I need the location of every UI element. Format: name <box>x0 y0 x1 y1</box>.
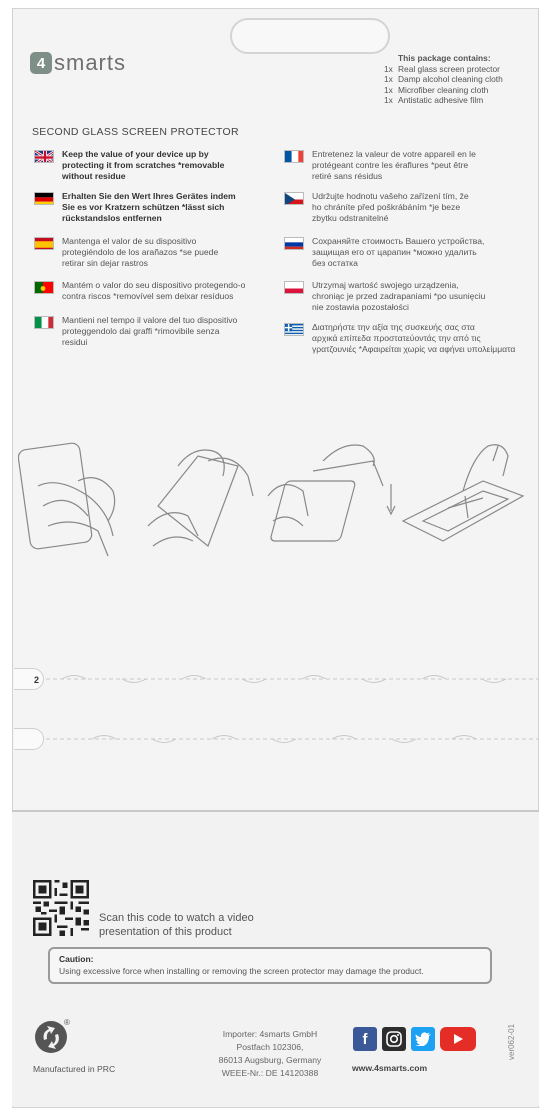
language-block <box>284 236 519 270</box>
description-line: retirar sin dejar rastros <box>62 258 148 269</box>
czech-flag <box>284 192 304 205</box>
importer-address: Importer: 4smarts GmbH Postfach 102306, 86013 Augsburg, Germany WEEE-Nr.: DE 14120388 <box>218 1029 322 1078</box>
language-block <box>34 236 269 270</box>
twitter-icon[interactable] <box>411 1027 435 1051</box>
description-line: protégeant contre les éraflures *peut être <box>312 160 469 171</box>
russia-flag <box>284 237 304 250</box>
language-block <box>34 315 269 349</box>
language-description <box>62 236 218 270</box>
language-block <box>284 280 519 314</box>
language-block <box>34 280 269 302</box>
description-line: без остатка <box>312 258 358 269</box>
portugal-flag <box>34 281 54 294</box>
step-press-illustration <box>403 445 523 541</box>
language-description <box>312 280 485 314</box>
caution-box <box>48 947 492 984</box>
qr-code[interactable] <box>33 880 89 936</box>
recycling-icon <box>34 1020 68 1054</box>
description-line: Entretenez la valeur de votre appareil en le <box>312 149 476 159</box>
caution-text: Using excessive force when installing or removing the screen protector may damage the product. <box>59 966 424 976</box>
uk-flag <box>34 150 54 163</box>
poland-flag <box>284 281 304 294</box>
language-description <box>62 191 236 225</box>
logo-text: smarts <box>54 50 126 75</box>
package-item: 1x Microfiber cleaning cloth <box>384 84 489 95</box>
package-item: 1x Antistatic adhesive film <box>384 95 484 105</box>
social-icons <box>353 1027 476 1051</box>
tab-notch-upper[interactable] <box>14 668 44 690</box>
product-title: SECOND GLASS SCREEN PROTECTOR <box>32 126 239 138</box>
facebook-icon[interactable]: f <box>353 1027 377 1051</box>
description-line: without residue <box>62 171 126 182</box>
step-clean-illustration <box>18 442 115 556</box>
description-line: Διατηρήστε την αξία της συσκευής σας στα <box>312 322 475 332</box>
language-block <box>34 191 269 225</box>
perforation-line <box>12 668 539 690</box>
description-line: защищая его от царапин *можно удалить <box>312 247 477 258</box>
manufactured-in: Manufactured in PRC <box>33 1064 116 1074</box>
description-line: retiré sans résidus <box>312 171 383 182</box>
package-contents <box>384 53 503 106</box>
step-dry-illustration <box>148 450 253 546</box>
description-line: γρατζουνιές *Αφαιρείται χωρίς να αφήνει υπολείμματα <box>312 344 516 355</box>
tab-notch-lower[interactable] <box>14 728 44 750</box>
description-line: ho chráníte před poškrábáním *je beze <box>312 202 461 213</box>
greece-flag <box>284 323 304 336</box>
instagram-icon[interactable] <box>382 1027 406 1051</box>
description-line: Сохраняйте стоимость Вашего устройства, <box>312 236 485 246</box>
brand-logo <box>30 51 126 75</box>
package-heading: This package contains: <box>398 53 491 63</box>
step-apply-illustration <box>268 445 395 541</box>
description-line: rückstandslos entfernen <box>62 213 162 224</box>
description-line: αρχικά επίπεδα προστατεύοντάς την από τις <box>312 333 481 344</box>
tear-strip-row <box>12 668 539 690</box>
germany-flag <box>34 192 54 205</box>
language-description <box>62 280 245 302</box>
description-line: Udržujte hodnotu vašeho zařízení tím, že <box>312 191 469 201</box>
package-item: 1x Real glass screen protector <box>384 63 500 74</box>
description-line: Keep the value of your device up by <box>62 149 209 159</box>
registered-mark: ® <box>64 1018 70 1027</box>
tear-strip-row <box>12 728 539 750</box>
language-description <box>62 149 224 183</box>
description-line: Mantenga el valor de su dispositivo <box>62 236 197 246</box>
spain-flag <box>34 237 54 250</box>
perforation-line <box>12 728 539 750</box>
scan-instructions: Scan this code to watch a video presentation of this product <box>99 912 254 938</box>
caution-title: Caution: <box>59 954 94 964</box>
description-line: Erhalten Sie den Wert Ihres Gerätes indem <box>62 191 236 201</box>
language-description <box>62 315 237 349</box>
description-line: Mantieni nel tempo il valore del tuo dispositivo <box>62 315 238 325</box>
description-line: nie zostawia pozostałości <box>312 302 409 313</box>
description-line: residui <box>62 337 88 348</box>
language-block <box>284 191 519 225</box>
language-description <box>312 149 476 183</box>
hang-hole <box>230 18 390 54</box>
france-flag <box>284 150 304 163</box>
description-line: contra riscos *removível sem deixar resíduos <box>62 291 234 302</box>
website-url[interactable]: www.4smarts.com <box>352 1063 428 1073</box>
description-line: chroniąc je przed zadrapaniami *po usunięciu <box>312 291 486 302</box>
tab-number: 2 <box>34 675 40 685</box>
description-line: protegiéndolo de los arañazos *se puede <box>62 247 219 258</box>
package-item: 1x Damp alcohol cleaning cloth <box>384 74 503 84</box>
description-line: zbytku odstranitelné <box>312 213 389 224</box>
description-line: Mantém o valor do seu dispositivo protegendo-o <box>62 280 246 290</box>
language-description <box>312 191 469 225</box>
italy-flag <box>34 316 54 329</box>
youtube-icon[interactable] <box>440 1027 476 1051</box>
language-block <box>284 149 519 183</box>
installation-illustrations <box>18 436 533 566</box>
language-block <box>34 149 269 183</box>
description-line: proteggendolo dai graffi *rimovibile senza <box>62 326 220 337</box>
description-line: Sie es vor Kratzern schützen *lässt sich <box>62 202 225 213</box>
description-line: Utrzymaj wartość swojego urządzenia, <box>312 280 459 290</box>
language-block <box>284 322 519 356</box>
language-description <box>312 236 484 270</box>
logo-mark: 4 <box>30 52 52 74</box>
description-line: protecting it from scratches *removable <box>62 160 225 171</box>
language-description <box>312 322 515 356</box>
version-code: ver062-01 <box>507 1023 516 1060</box>
